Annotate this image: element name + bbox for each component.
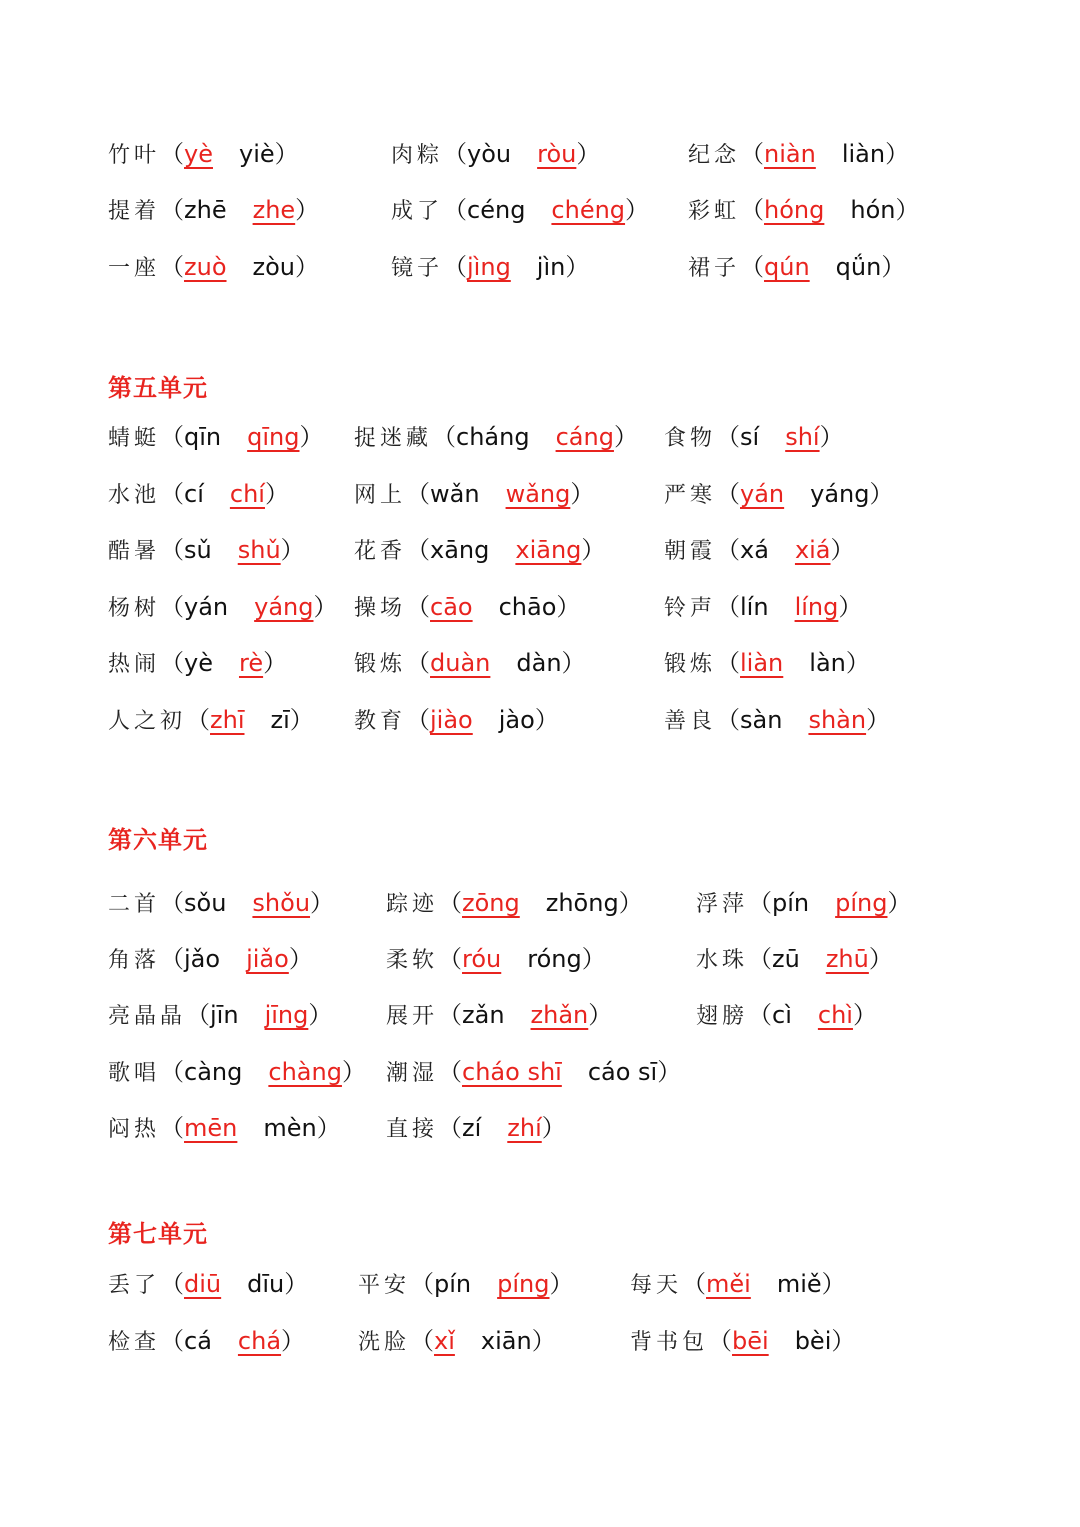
close-paren: ） [895, 196, 920, 224]
pinyin-item [354, 530, 605, 572]
open-paren: （ [160, 480, 185, 508]
open-paren: （ [406, 480, 431, 508]
pinyin-item [108, 939, 313, 981]
pinyin-item [108, 700, 314, 742]
close-paren: ） [295, 253, 320, 281]
open-paren: （ [410, 1327, 435, 1355]
open-paren: （ [716, 706, 741, 734]
pinyin-correct: róu [462, 945, 502, 973]
open-paren: （ [160, 140, 185, 168]
open-paren: （ [160, 945, 185, 973]
pinyin-option: cí [184, 480, 204, 508]
close-paren: ） [288, 945, 313, 973]
open-paren: （ [186, 1001, 211, 1029]
pinyin-correct: zhū [825, 945, 869, 973]
pinyin-option: sí [740, 423, 760, 451]
chinese-word: 平安 [358, 1273, 411, 1298]
pinyin-correct: qún [764, 253, 810, 281]
pinyin-option: jào [498, 706, 535, 734]
chinese-word: 杨树 [108, 596, 161, 621]
open-paren: （ [160, 1114, 185, 1142]
exercise-row [108, 190, 1008, 230]
pinyin-correct: xiāng [515, 536, 582, 564]
pinyin-item [354, 474, 594, 516]
open-paren: （ [716, 649, 741, 677]
pinyin-option: róng [527, 945, 582, 973]
close-paren: ） [845, 649, 870, 677]
pinyin-item [386, 995, 612, 1037]
pinyin-correct: cáng [555, 423, 614, 451]
pinyin-item [386, 1052, 681, 1094]
pinyin-correct: shǒu [252, 889, 311, 917]
close-paren: ） [868, 945, 893, 973]
pinyin-item [108, 247, 319, 289]
exercise-row [108, 247, 1008, 287]
open-paren: （ [438, 1114, 463, 1142]
pinyin-correct: zhī [210, 706, 245, 734]
open-paren: （ [740, 196, 765, 224]
pinyin-option: zhē [184, 196, 227, 224]
pinyin-item [108, 1264, 308, 1306]
chinese-word: 锻炼 [664, 652, 717, 677]
chinese-word: 丢了 [108, 1273, 161, 1298]
chinese-word: 纪念 [688, 143, 741, 168]
pinyin-option: liàn [841, 140, 886, 168]
close-paren: ） [885, 140, 910, 168]
close-paren: ） [316, 1114, 341, 1142]
pinyin-option: xiān [480, 1327, 532, 1355]
pinyin-correct: yán [740, 480, 785, 508]
pinyin-correct: hóng [764, 196, 825, 224]
open-paren: （ [438, 1058, 463, 1086]
pinyin-item [688, 134, 909, 176]
section-heading: 第五单元 [108, 374, 208, 402]
exercise-row [108, 134, 1008, 174]
close-paren: ） [821, 1270, 846, 1298]
close-paren: ） [838, 593, 863, 621]
pinyin-item [696, 995, 877, 1037]
pinyin-item [630, 1264, 846, 1306]
close-paren: ） [531, 1327, 556, 1355]
open-paren: （ [406, 593, 431, 621]
open-paren: （ [708, 1327, 733, 1355]
exercise-row [108, 1052, 1008, 1092]
pinyin-option: dīu [247, 1270, 285, 1298]
pinyin-option: yiè [238, 140, 275, 168]
chinese-word: 一座 [108, 256, 161, 281]
open-paren: （ [160, 889, 185, 917]
open-paren: （ [443, 253, 468, 281]
close-paren: ） [313, 593, 338, 621]
close-paren: ） [534, 706, 559, 734]
pinyin-item [108, 530, 305, 572]
chinese-word: 酷暑 [108, 539, 161, 564]
pinyin-option: yòu [467, 140, 512, 168]
chinese-word: 竹叶 [108, 143, 161, 168]
pinyin-option: chāo [498, 593, 557, 621]
pinyin-option: zī [270, 706, 290, 734]
pinyin-item [664, 474, 894, 516]
exercise-row [108, 1264, 1008, 1304]
close-paren: ） [549, 1270, 574, 1298]
close-paren: ） [852, 1001, 877, 1029]
pinyin-correct: shí [785, 423, 820, 451]
pinyin-correct: cháo shī [462, 1058, 562, 1086]
close-paren: ） [819, 423, 844, 451]
pinyin-correct: ròu [537, 140, 577, 168]
open-paren: （ [716, 593, 741, 621]
pinyin-item [391, 247, 589, 289]
pinyin-correct: yè [184, 140, 213, 168]
pinyin-correct: chì [817, 1001, 853, 1029]
exercise-row [108, 1108, 1008, 1148]
open-paren: （ [186, 706, 211, 734]
chinese-word: 洗脸 [358, 1330, 411, 1355]
chinese-word: 热闹 [108, 652, 161, 677]
pinyin-item [630, 1321, 855, 1363]
close-paren: ） [281, 1327, 306, 1355]
open-paren: （ [443, 140, 468, 168]
close-paren: ） [541, 1114, 566, 1142]
pinyin-correct: wǎng [505, 480, 571, 508]
open-paren: （ [160, 1327, 185, 1355]
close-paren: ） [881, 253, 906, 281]
pinyin-item [108, 134, 299, 176]
exercise-row [108, 530, 1008, 570]
pinyin-correct: chàng [268, 1058, 342, 1086]
pinyin-item [688, 190, 919, 232]
pinyin-option: jìn [536, 253, 566, 281]
close-paren: ） [887, 889, 912, 917]
pinyin-item [358, 1321, 556, 1363]
chinese-word: 踪迹 [386, 892, 439, 917]
chinese-word: 展开 [386, 1004, 439, 1029]
pinyin-item [354, 417, 638, 459]
pinyin-option: dàn [516, 649, 562, 677]
pinyin-correct: zōng [462, 889, 520, 917]
pinyin-item [664, 417, 844, 459]
open-paren: （ [438, 889, 463, 917]
open-paren: （ [748, 1001, 773, 1029]
pinyin-option: bèi [794, 1327, 832, 1355]
chinese-word: 肉粽 [391, 143, 444, 168]
pinyin-option: pín [772, 889, 810, 917]
exercise-row [108, 939, 1008, 979]
chinese-word: 蜻蜓 [108, 426, 161, 451]
pinyin-correct: jīng [264, 1001, 309, 1029]
pinyin-correct: chí [229, 480, 265, 508]
pinyin-item [108, 883, 334, 925]
pinyin-correct: xiá [794, 536, 831, 564]
open-paren: （ [443, 196, 468, 224]
open-paren: （ [160, 649, 185, 677]
chinese-word: 浮萍 [696, 892, 749, 917]
open-paren: （ [160, 1270, 185, 1298]
open-paren: （ [716, 480, 741, 508]
pinyin-correct: zhǎn [530, 1001, 589, 1029]
pinyin-item [664, 587, 862, 629]
pinyin-option: cháng [456, 423, 530, 451]
pinyin-correct: diū [184, 1270, 222, 1298]
close-paren: ） [274, 140, 299, 168]
open-paren: （ [160, 536, 185, 564]
open-paren: （ [160, 196, 185, 224]
pinyin-correct: jìng [467, 253, 511, 281]
close-paren: ） [310, 889, 335, 917]
pinyin-correct: bēi [732, 1327, 769, 1355]
pinyin-item [108, 995, 332, 1037]
pinyin-item [108, 643, 287, 685]
pinyin-correct: píng [497, 1270, 550, 1298]
open-paren: （ [740, 140, 765, 168]
pinyin-option: cá [184, 1327, 212, 1355]
close-paren: ） [830, 536, 855, 564]
pinyin-correct: qīng [247, 423, 300, 451]
exercise-row [108, 474, 1008, 514]
chinese-word: 角落 [108, 948, 161, 973]
close-paren: ） [295, 196, 320, 224]
pinyin-item [664, 700, 890, 742]
close-paren: ） [581, 945, 606, 973]
chinese-word: 检查 [108, 1330, 161, 1355]
open-paren: （ [438, 945, 463, 973]
pinyin-option: zhōng [545, 889, 619, 917]
close-paren: ） [561, 649, 586, 677]
close-paren: ） [613, 423, 638, 451]
close-paren: ） [263, 649, 288, 677]
close-paren: ） [576, 140, 601, 168]
chinese-word: 直接 [386, 1117, 439, 1142]
pinyin-option: làn [809, 649, 846, 677]
exercise-row [108, 587, 1008, 627]
section-heading: 第六单元 [108, 826, 208, 854]
close-paren: ） [618, 889, 643, 917]
chinese-word: 背书包 [630, 1330, 709, 1355]
chinese-word: 锻炼 [354, 652, 407, 677]
open-paren: （ [406, 649, 431, 677]
pinyin-item [108, 190, 319, 232]
close-paren: ） [308, 1001, 333, 1029]
pinyin-option: xá [740, 536, 769, 564]
section-heading: 第七单元 [108, 1220, 208, 1248]
pinyin-item [386, 883, 643, 925]
chinese-word: 亮晶晶 [108, 1004, 187, 1029]
pinyin-option: cáo sī [587, 1058, 658, 1086]
pinyin-option: yè [184, 649, 213, 677]
chinese-word: 潮湿 [386, 1061, 439, 1086]
pinyin-item [386, 939, 606, 981]
close-paren: ） [588, 1001, 613, 1029]
pinyin-correct: liàn [740, 649, 784, 677]
chinese-word: 裙子 [688, 256, 741, 281]
chinese-word: 朝霞 [664, 539, 717, 564]
pinyin-option: sǔ [184, 536, 212, 564]
open-paren: （ [716, 536, 741, 564]
pinyin-correct: shǔ [237, 536, 281, 564]
pinyin-correct: zuò [184, 253, 227, 281]
chinese-word: 教育 [354, 709, 407, 734]
chinese-word: 翅膀 [696, 1004, 749, 1029]
pinyin-correct: jiào [430, 706, 473, 734]
chinese-word: 二首 [108, 892, 161, 917]
open-paren: （ [740, 253, 765, 281]
close-paren: ） [625, 196, 650, 224]
chinese-word: 水珠 [696, 948, 749, 973]
close-paren: ） [565, 253, 590, 281]
pinyin-correct: rè [238, 649, 264, 677]
pinyin-correct: líng [794, 593, 839, 621]
pinyin-option: céng [467, 196, 526, 224]
open-paren: （ [432, 423, 457, 451]
chinese-word: 操场 [354, 596, 407, 621]
chinese-word: 花香 [354, 539, 407, 564]
open-paren: （ [748, 945, 773, 973]
pinyin-item [664, 530, 855, 572]
chinese-word: 闷热 [108, 1117, 161, 1142]
pinyin-item [358, 1264, 574, 1306]
chinese-word: 捉迷藏 [354, 426, 433, 451]
close-paren: ） [831, 1327, 856, 1355]
chinese-word: 善良 [664, 709, 717, 734]
open-paren: （ [160, 253, 185, 281]
close-paren: ） [556, 593, 581, 621]
pinyin-correct: shàn [808, 706, 867, 734]
pinyin-item [688, 247, 905, 289]
pinyin-option: yáng [810, 480, 870, 508]
pinyin-option: yán [184, 593, 229, 621]
pinyin-item [386, 1108, 566, 1150]
pinyin-item [696, 939, 893, 981]
exercise-row [108, 883, 1008, 923]
open-paren: （ [160, 423, 185, 451]
pinyin-correct: duàn [430, 649, 491, 677]
pinyin-option: zū [772, 945, 800, 973]
pinyin-option: sǒu [184, 889, 227, 917]
chinese-word: 铃声 [664, 596, 717, 621]
pinyin-option: qīn [184, 423, 222, 451]
pinyin-correct: zhe [252, 196, 296, 224]
chinese-word: 成了 [391, 199, 444, 224]
open-paren: （ [406, 536, 431, 564]
close-paren: ） [581, 536, 606, 564]
close-paren: ） [341, 1058, 366, 1086]
pinyin-option: zòu [252, 253, 296, 281]
pinyin-item [391, 190, 649, 232]
chinese-word: 每天 [630, 1273, 683, 1298]
pinyin-option: mèn [263, 1114, 317, 1142]
close-paren: ） [289, 706, 314, 734]
chinese-word: 人之初 [108, 709, 187, 734]
pinyin-item [108, 1321, 305, 1363]
open-paren: （ [748, 889, 773, 917]
pinyin-option: càng [184, 1058, 243, 1086]
exercise-row [108, 1321, 1008, 1361]
open-paren: （ [160, 593, 185, 621]
open-paren: （ [406, 706, 431, 734]
chinese-word: 彩虹 [688, 199, 741, 224]
pinyin-correct: cāo [430, 593, 473, 621]
chinese-word: 网上 [354, 483, 407, 508]
close-paren: ） [264, 480, 289, 508]
chinese-word: 柔软 [386, 948, 439, 973]
pinyin-item [354, 587, 580, 629]
open-paren: （ [160, 1058, 185, 1086]
pinyin-option: zǎn [462, 1001, 505, 1029]
chinese-word: 提着 [108, 199, 161, 224]
pinyin-option: wǎn [430, 480, 480, 508]
pinyin-option: jīn [210, 1001, 239, 1029]
pinyin-option: miě [776, 1270, 822, 1298]
pinyin-correct: mēn [184, 1114, 238, 1142]
pinyin-item [108, 1108, 341, 1150]
pinyin-item [354, 643, 586, 685]
pinyin-correct: yáng [254, 593, 314, 621]
pinyin-correct: měi [706, 1270, 751, 1298]
pinyin-item [391, 134, 600, 176]
exercise-row [108, 417, 1008, 457]
open-paren: （ [410, 1270, 435, 1298]
close-paren: ） [657, 1058, 682, 1086]
pinyin-option: lín [740, 593, 769, 621]
close-paren: ） [866, 706, 891, 734]
chinese-word: 歌唱 [108, 1061, 161, 1086]
close-paren: ） [869, 480, 894, 508]
open-paren: （ [716, 423, 741, 451]
pinyin-option: xāng [430, 536, 490, 564]
chinese-word: 水池 [108, 483, 161, 508]
pinyin-item [664, 643, 870, 685]
chinese-word: 食物 [664, 426, 717, 451]
close-paren: ） [280, 536, 305, 564]
pinyin-correct: chéng [551, 196, 626, 224]
chinese-word: 严寒 [664, 483, 717, 508]
chinese-word: 镜子 [391, 256, 444, 281]
pinyin-item [108, 587, 338, 629]
pinyin-correct: píng [835, 889, 888, 917]
close-paren: ） [570, 480, 595, 508]
pinyin-item [108, 1052, 366, 1094]
pinyin-option: qǘn [835, 253, 882, 281]
open-paren: （ [438, 1001, 463, 1029]
pinyin-correct: chá [237, 1327, 282, 1355]
pinyin-item [354, 700, 559, 742]
pinyin-correct: niàn [764, 140, 816, 168]
pinyin-correct: jiǎo [246, 945, 289, 973]
pinyin-option: hón [850, 196, 896, 224]
pinyin-option: jǎo [184, 945, 221, 973]
open-paren: （ [682, 1270, 707, 1298]
pinyin-item [108, 417, 324, 459]
exercise-row [108, 995, 1008, 1035]
exercise-row [108, 700, 1008, 740]
exercise-row [108, 643, 1008, 683]
pinyin-option: pín [434, 1270, 472, 1298]
pinyin-option: sàn [740, 706, 783, 734]
close-paren: ） [284, 1270, 309, 1298]
pinyin-correct: zhí [507, 1114, 542, 1142]
pinyin-item [696, 883, 912, 925]
pinyin-option: zí [462, 1114, 482, 1142]
pinyin-item [108, 474, 289, 516]
close-paren: ） [299, 423, 324, 451]
pinyin-correct: xǐ [434, 1327, 455, 1355]
pinyin-option: cì [772, 1001, 792, 1029]
